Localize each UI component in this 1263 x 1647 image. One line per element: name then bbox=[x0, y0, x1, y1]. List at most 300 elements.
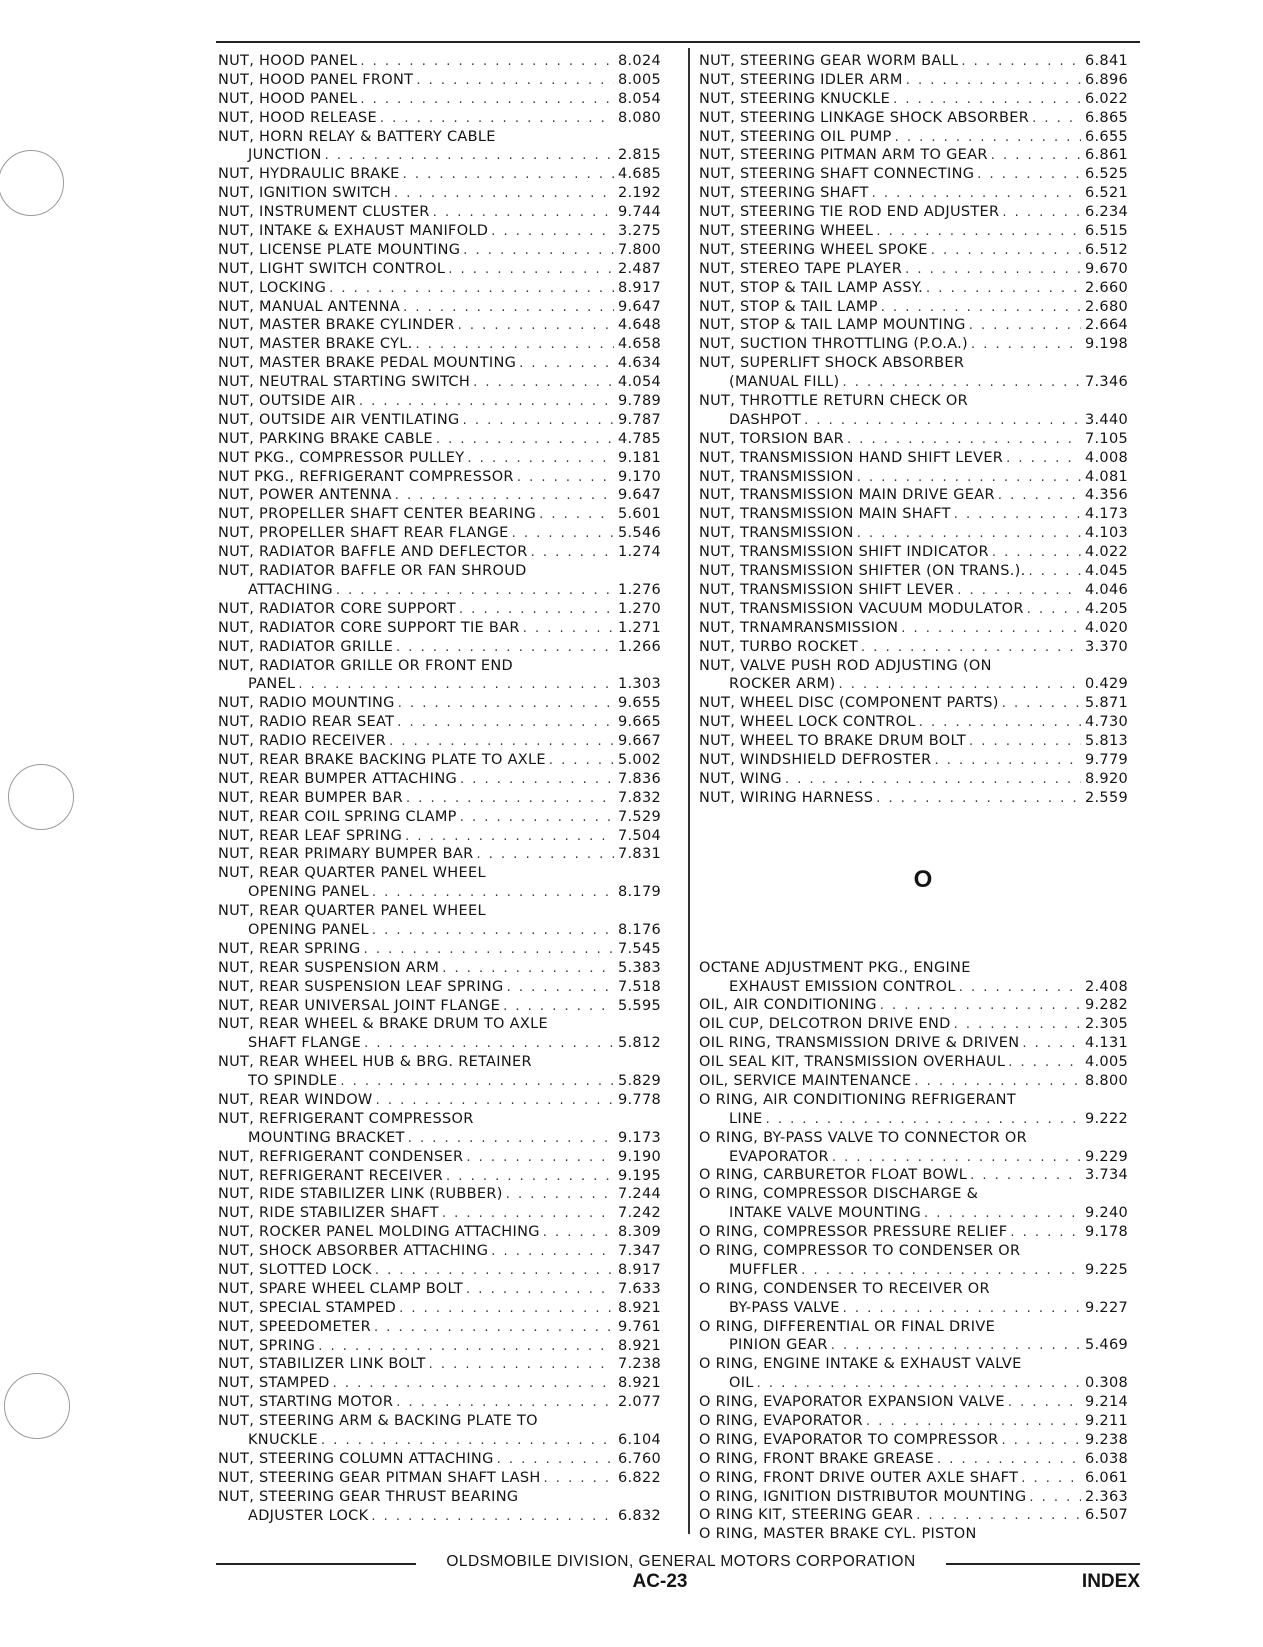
entry-code: 5.002 bbox=[618, 751, 662, 768]
entry-code: 6.234 bbox=[1085, 204, 1129, 221]
entry-code: 6.512 bbox=[1085, 241, 1129, 258]
entry-name: NUT, STEERING SHAFT CONNECTING bbox=[699, 166, 975, 183]
index-entry bbox=[699, 316, 1147, 335]
entry-code: 4.658 bbox=[618, 336, 662, 353]
entry-name: NUT, RIDE STABILIZER SHAFT bbox=[218, 1205, 439, 1222]
index-entry bbox=[218, 732, 680, 751]
entry-name: NUT, STEERING PITMAN ARM TO GEAR bbox=[699, 147, 988, 164]
leader-dots bbox=[460, 771, 614, 790]
leader-dots bbox=[325, 147, 614, 166]
leader-dots bbox=[838, 676, 1081, 695]
index-entry bbox=[218, 978, 680, 997]
entry-code: 6.655 bbox=[1085, 128, 1129, 145]
entry-name: NUT, STOP & TAIL LAMP bbox=[699, 298, 878, 315]
entry-name: OIL CUP, DELCOTRON DRIVE END bbox=[699, 1016, 951, 1033]
entry-code: 4.730 bbox=[1085, 714, 1129, 731]
entry-name: KNUCKLE bbox=[248, 1432, 318, 1449]
entry-name: NUT, STEERING KNUCKLE bbox=[699, 90, 891, 107]
leader-dots bbox=[531, 544, 614, 563]
entry-name: NUT, TRANSMISSION SHIFT INDICATOR bbox=[699, 544, 989, 561]
entry-code: 9.170 bbox=[618, 468, 662, 485]
entry-code: 2.363 bbox=[1085, 1488, 1129, 1505]
leader-dots bbox=[1010, 1224, 1081, 1243]
leader-dots bbox=[893, 91, 1081, 110]
leader-dots bbox=[394, 185, 614, 204]
leader-dots bbox=[991, 147, 1081, 166]
entry-name: NUT, STEERING COLUMN ATTACHING bbox=[218, 1450, 494, 1467]
entry-name: OIL RING, TRANSMISSION DRIVE & DRIVEN bbox=[699, 1035, 1020, 1052]
entry-code: 3.370 bbox=[1085, 638, 1129, 655]
entry-name: NUT, SUCTION THROTTLING (P.O.A.) bbox=[699, 336, 968, 353]
entry-code: 7.529 bbox=[618, 808, 662, 825]
index-entry bbox=[699, 1393, 1147, 1412]
entry-name: O RING, COMPRESSOR TO CONDENSER OR bbox=[699, 1242, 1021, 1259]
leader-dots bbox=[961, 53, 1081, 72]
binder-hole bbox=[8, 764, 74, 830]
page-number: AC-23 bbox=[632, 1571, 688, 1592]
entry-name: O RING, FRONT BRAKE GREASE bbox=[699, 1450, 935, 1467]
entry-code: 6.507 bbox=[1085, 1507, 1129, 1524]
leader-dots bbox=[1008, 1394, 1081, 1413]
index-entry bbox=[699, 770, 1147, 789]
footer-rule bbox=[946, 1563, 1140, 1565]
entry-code: 8.800 bbox=[1085, 1072, 1129, 1089]
index-entry bbox=[218, 789, 680, 808]
entry-code: 7.238 bbox=[618, 1356, 662, 1373]
leader-dots bbox=[1002, 204, 1081, 223]
entry-name: NUT PKG., COMPRESSOR PULLEY bbox=[218, 449, 465, 466]
index-entry bbox=[699, 354, 1147, 392]
leader-dots bbox=[333, 1375, 614, 1394]
index-entry bbox=[699, 1318, 1147, 1356]
leader-dots bbox=[442, 960, 614, 979]
leader-dots bbox=[318, 1338, 614, 1357]
entry-code: 6.022 bbox=[1085, 90, 1129, 107]
entry-name: NUT, STEERING TIE ROD END ADJUSTER bbox=[699, 204, 1000, 221]
entry-code: 9.178 bbox=[1085, 1224, 1129, 1241]
entry-code: 9.190 bbox=[618, 1148, 662, 1165]
entry-name: INTAKE VALVE MOUNTING bbox=[729, 1205, 922, 1222]
entry-code: 9.222 bbox=[1085, 1110, 1129, 1127]
entry-code: 9.214 bbox=[1085, 1394, 1129, 1411]
leader-dots bbox=[937, 1451, 1081, 1470]
index-entry bbox=[218, 638, 680, 657]
entry-code: 4.131 bbox=[1085, 1035, 1129, 1052]
entry-code: 7.800 bbox=[618, 241, 662, 258]
index-entry bbox=[218, 373, 680, 392]
leader-dots bbox=[959, 979, 1081, 998]
entry-name: DASHPOT bbox=[729, 411, 802, 428]
entry-name: NUT, STEERING IDLER ARM bbox=[699, 71, 903, 88]
section-letter: O bbox=[913, 865, 933, 893]
index-entry bbox=[218, 1185, 680, 1204]
entry-name: EXHAUST EMISSION CONTROL bbox=[729, 978, 956, 995]
entry-name: NUT, STEERING OIL PUMP bbox=[699, 128, 892, 145]
index-entry bbox=[218, 71, 680, 90]
leader-dots bbox=[881, 299, 1081, 318]
entry-code: 4.785 bbox=[618, 430, 662, 447]
entry-code: 4.020 bbox=[1085, 619, 1129, 636]
entry-name: NUT, REAR WHEEL HUB & BRG. RETAINER bbox=[218, 1054, 532, 1071]
leader-dots bbox=[396, 639, 614, 658]
leader-dots bbox=[405, 828, 614, 847]
entry-name: NUT, INSTRUMENT CLUSTER bbox=[218, 204, 430, 221]
entry-name: NUT, RADIATOR BAFFLE OR FAN SHROUD bbox=[218, 563, 527, 580]
leader-dots bbox=[503, 998, 614, 1017]
entry-name: O RING KIT, STEERING GEAR bbox=[699, 1507, 914, 1524]
entry-name: NUT, WHEEL TO BRAKE DRUM BOLT bbox=[699, 733, 967, 750]
entry-name: ATTACHING bbox=[248, 581, 333, 598]
index-entry bbox=[699, 694, 1147, 713]
entry-name: NUT, OUTSIDE AIR VENTILATING bbox=[218, 411, 460, 428]
leader-dots bbox=[971, 336, 1081, 355]
entry-name: LINE bbox=[729, 1110, 763, 1127]
entry-name: TO SPINDLE bbox=[248, 1073, 338, 1090]
entry-code: 6.841 bbox=[1085, 53, 1129, 69]
index-entry bbox=[218, 1261, 680, 1280]
entry-code: 8.179 bbox=[618, 884, 662, 901]
entry-code: 2.680 bbox=[1085, 298, 1129, 315]
entry-code: 9.173 bbox=[618, 1129, 662, 1146]
entry-name: NUT, HOOD PANEL bbox=[218, 90, 358, 107]
entry-code: 9.238 bbox=[1085, 1431, 1129, 1448]
leader-dots bbox=[831, 1337, 1081, 1356]
index-entry bbox=[218, 279, 680, 298]
entry-name: NUT, VALVE PUSH ROD ADJUSTING (ON bbox=[699, 657, 992, 674]
entry-code: 9.195 bbox=[618, 1167, 662, 1184]
leader-dots bbox=[375, 1262, 614, 1281]
index-entry bbox=[218, 751, 680, 770]
index-entry bbox=[699, 524, 1147, 543]
index-entry bbox=[699, 1242, 1147, 1280]
index-entry bbox=[699, 581, 1147, 600]
index-entry bbox=[218, 165, 680, 184]
index-entry bbox=[699, 1355, 1147, 1393]
entry-name: NUT, TRANSMISSION SHIFTER (ON TRANS.). bbox=[699, 563, 1026, 580]
entry-name: O RING, EVAPORATOR TO COMPRESSOR bbox=[699, 1431, 999, 1448]
entry-code: 2.305 bbox=[1085, 1016, 1129, 1033]
leader-dots bbox=[491, 1243, 614, 1262]
entry-code: 9.647 bbox=[618, 298, 662, 315]
leader-dots bbox=[380, 110, 614, 129]
leader-dots bbox=[364, 1035, 614, 1054]
leader-dots bbox=[446, 1168, 614, 1187]
entry-name: MOUNTING BRACKET bbox=[248, 1129, 405, 1146]
entry-code: 7.346 bbox=[1085, 374, 1129, 391]
index-entry bbox=[218, 449, 680, 468]
leader-dots bbox=[931, 242, 1081, 261]
entry-name: NUT, TRANSMISSION bbox=[699, 468, 854, 485]
index-entry bbox=[218, 1053, 680, 1091]
entry-code: 8.080 bbox=[618, 109, 662, 126]
entry-name: O RING, DIFFERENTIAL OR FINAL DRIVE bbox=[699, 1318, 996, 1335]
leader-dots bbox=[1029, 1489, 1081, 1508]
index-entry bbox=[218, 52, 680, 71]
leader-dots bbox=[436, 431, 614, 450]
leader-dots bbox=[1008, 1054, 1081, 1073]
leader-dots bbox=[403, 166, 614, 185]
left-column bbox=[218, 52, 680, 1525]
entry-code: 6.822 bbox=[618, 1469, 662, 1486]
entry-name: NUT, STAMPED bbox=[218, 1375, 330, 1392]
index-entry bbox=[699, 638, 1147, 657]
entry-name: NUT, RIDE STABILIZER LINK (RUBBER) bbox=[218, 1186, 503, 1203]
entry-code: 8.176 bbox=[618, 921, 662, 938]
entry-code: 5.595 bbox=[618, 997, 662, 1014]
entry-code: 9.647 bbox=[618, 487, 662, 504]
leader-dots bbox=[364, 941, 614, 960]
entry-name: NUT, IGNITION SWITCH bbox=[218, 185, 392, 202]
leader-dots bbox=[832, 1149, 1081, 1168]
leader-dots bbox=[914, 1073, 1081, 1092]
index-entry bbox=[218, 1280, 680, 1299]
index-entry bbox=[218, 1167, 680, 1186]
entry-name: NUT, SPEEDOMETER bbox=[218, 1318, 371, 1335]
entry-code: 9.761 bbox=[618, 1318, 662, 1335]
entry-code: 6.525 bbox=[1085, 166, 1129, 183]
index-entry bbox=[218, 1091, 680, 1110]
index-entry bbox=[218, 109, 680, 128]
entry-code: 9.181 bbox=[618, 449, 662, 466]
entry-name: NUT, REAR BRAKE BACKING PLATE TO AXLE bbox=[218, 751, 546, 768]
index-entry bbox=[699, 1015, 1147, 1034]
leader-dots bbox=[876, 790, 1081, 809]
index-entry bbox=[218, 600, 680, 619]
entry-name: NUT, RADIO RECEIVER bbox=[218, 733, 387, 750]
nut-entries bbox=[699, 52, 1147, 808]
index-entry bbox=[218, 241, 680, 260]
index-entry bbox=[699, 165, 1147, 184]
entry-name: NUT, HYDRAULIC BRAKE bbox=[218, 166, 400, 183]
entry-code: 0.308 bbox=[1085, 1375, 1129, 1392]
column-divider bbox=[688, 48, 690, 1534]
entry-code: 2.077 bbox=[618, 1394, 662, 1411]
leader-dots bbox=[416, 72, 614, 91]
leader-dots bbox=[977, 166, 1081, 185]
index-entry bbox=[218, 657, 680, 695]
entry-name: NUT, MASTER BRAKE CYL. bbox=[218, 336, 413, 353]
index-entry bbox=[218, 1242, 680, 1261]
leader-dots bbox=[544, 1470, 614, 1489]
leader-dots bbox=[924, 1205, 1081, 1224]
leader-dots bbox=[1021, 1470, 1081, 1489]
entry-name: NUT, INTAKE & EXHAUST MANIFOLD bbox=[218, 223, 489, 240]
entry-name: O RING, MASTER BRAKE CYL. PISTON bbox=[699, 1526, 977, 1543]
leader-dots bbox=[517, 469, 614, 488]
index-entry bbox=[699, 335, 1147, 354]
entry-name: NUT, LIGHT SWITCH CONTROL bbox=[218, 260, 446, 277]
leader-dots bbox=[969, 733, 1081, 752]
index-entry bbox=[218, 1488, 680, 1526]
entry-code: 4.054 bbox=[618, 374, 662, 391]
index-entry bbox=[699, 713, 1147, 732]
entry-name: NUT, WINDSHIELD DEFROSTER bbox=[699, 751, 932, 768]
index-entry bbox=[699, 1431, 1147, 1450]
entry-code: 5.871 bbox=[1085, 695, 1129, 712]
entry-code: 5.601 bbox=[618, 506, 662, 523]
entry-name: OIL SEAL KIT, TRANSMISSION OVERHAUL bbox=[699, 1054, 1006, 1071]
entry-code: 9.240 bbox=[1085, 1205, 1129, 1222]
entry-name: O RING, FRONT DRIVE OUTER AXLE SHAFT bbox=[699, 1469, 1019, 1486]
index-entry bbox=[218, 392, 680, 411]
entry-code: 4.005 bbox=[1085, 1054, 1129, 1071]
index-entry bbox=[699, 1412, 1147, 1431]
entry-code: 6.760 bbox=[618, 1450, 662, 1467]
leader-dots bbox=[916, 1507, 1081, 1526]
index-entry bbox=[699, 203, 1147, 222]
index-entry bbox=[699, 146, 1147, 165]
leader-dots bbox=[477, 846, 614, 865]
entry-name: OCTANE ADJUSTMENT PKG., ENGINE bbox=[699, 959, 971, 976]
entry-name: NUT, REAR SPRING bbox=[218, 940, 361, 957]
index-entry bbox=[218, 959, 680, 978]
index-entry bbox=[218, 1318, 680, 1337]
entry-name: O RING, BY-PASS VALVE TO CONNECTOR OR bbox=[699, 1129, 1027, 1146]
leader-dots bbox=[992, 544, 1081, 563]
entry-name: NUT, STEERING GEAR WORM BALL bbox=[699, 53, 959, 69]
entry-code: 6.061 bbox=[1085, 1469, 1129, 1486]
index-entry bbox=[699, 1129, 1147, 1167]
right-column bbox=[699, 52, 1147, 1544]
entry-code: 7.836 bbox=[618, 770, 662, 787]
entry-name: NUT, HOOD PANEL FRONT bbox=[218, 71, 414, 88]
index-entry bbox=[218, 902, 680, 940]
entry-code: 9.778 bbox=[618, 1091, 662, 1108]
index-entry bbox=[218, 940, 680, 959]
leader-dots bbox=[467, 450, 614, 469]
index-entry bbox=[218, 128, 680, 166]
entry-name: NUT, POWER ANTENNA bbox=[218, 487, 392, 504]
entry-code: 0.429 bbox=[1085, 676, 1129, 693]
section-break bbox=[699, 808, 1147, 959]
leader-dots bbox=[298, 676, 614, 695]
entry-code: 7.242 bbox=[618, 1205, 662, 1222]
index-entry bbox=[699, 184, 1147, 203]
entry-code: 3.440 bbox=[1085, 411, 1129, 428]
leader-dots bbox=[376, 1092, 614, 1111]
leader-dots bbox=[847, 431, 1081, 450]
entry-code: 5.546 bbox=[618, 525, 662, 542]
entry-code: 2.815 bbox=[618, 147, 662, 164]
entry-name: NUT, TRNAMRANSMISSION bbox=[699, 619, 899, 636]
entry-name: NUT, RADIATOR GRILLE bbox=[218, 638, 394, 655]
entry-code: 4.634 bbox=[618, 355, 662, 372]
entry-code: 6.038 bbox=[1085, 1450, 1129, 1467]
entry-code: 4.648 bbox=[618, 317, 662, 334]
entry-name: JUNCTION bbox=[248, 147, 322, 164]
index-entry bbox=[218, 184, 680, 203]
index-entry bbox=[699, 562, 1147, 581]
entry-name: NUT, STABILIZER LINK BOLT bbox=[218, 1356, 426, 1373]
leader-dots bbox=[442, 1205, 614, 1224]
entry-name: O RING, ENGINE INTAKE & EXHAUST VALVE bbox=[699, 1356, 1022, 1373]
leader-dots bbox=[1028, 563, 1081, 582]
entry-name: ROCKER ARM) bbox=[729, 676, 836, 693]
index-entry bbox=[699, 1034, 1147, 1053]
entry-code: 4.685 bbox=[618, 166, 662, 183]
entry-code: 4.356 bbox=[1085, 487, 1129, 504]
index-entry bbox=[218, 1393, 680, 1412]
index-entry bbox=[218, 1355, 680, 1374]
entry-name: SHAFT FLANGE bbox=[248, 1035, 362, 1052]
leader-dots bbox=[872, 185, 1081, 204]
index-entry bbox=[699, 619, 1147, 638]
entry-name: OPENING PANEL bbox=[248, 884, 369, 901]
leader-dots bbox=[321, 1432, 614, 1451]
entry-name: NUT PKG., REFRIGERANT COMPRESSOR bbox=[218, 468, 514, 485]
entry-name: NUT, REFRIGERANT CONDENSER bbox=[218, 1148, 464, 1165]
entry-name: NUT, PROPELLER SHAFT CENTER BEARING bbox=[218, 506, 537, 523]
index-entry bbox=[699, 90, 1147, 109]
index-entry bbox=[218, 543, 680, 562]
entry-code: 2.559 bbox=[1085, 789, 1129, 806]
entry-code: 5.813 bbox=[1085, 733, 1129, 750]
entry-name: NUT, SPECIAL STAMPED bbox=[218, 1299, 397, 1316]
leader-dots bbox=[880, 997, 1081, 1016]
entry-code: 1.274 bbox=[618, 544, 662, 561]
leader-dots bbox=[429, 1356, 614, 1375]
leader-dots bbox=[497, 1451, 614, 1470]
index-entry bbox=[218, 1299, 680, 1318]
entry-code: 7.831 bbox=[618, 846, 662, 863]
entry-name: NUT, STEERING GEAR THRUST BEARING bbox=[218, 1488, 519, 1505]
index-entry bbox=[699, 1091, 1147, 1129]
leader-dots bbox=[374, 1319, 614, 1338]
entry-code: 5.383 bbox=[618, 959, 662, 976]
index-entry bbox=[218, 411, 680, 430]
leader-dots bbox=[969, 317, 1081, 336]
leader-dots bbox=[954, 1016, 1081, 1035]
index-entry bbox=[699, 449, 1147, 468]
entry-code: 6.515 bbox=[1085, 223, 1129, 240]
entry-name: O RING, CARBURETOR FLOAT BOWL bbox=[699, 1167, 968, 1184]
entry-name: NUT, MASTER BRAKE CYLINDER bbox=[218, 317, 455, 334]
entry-name: O RING, COMPRESSOR PRESSURE RELIEF bbox=[699, 1224, 1008, 1241]
leader-dots bbox=[396, 1394, 614, 1413]
entry-code: 7.545 bbox=[618, 940, 662, 957]
entry-code: 9.787 bbox=[618, 411, 662, 428]
leader-dots bbox=[905, 261, 1081, 280]
entry-code: 5.812 bbox=[618, 1035, 662, 1052]
index-entry bbox=[699, 241, 1147, 260]
entry-code: 7.244 bbox=[618, 1186, 662, 1203]
index-entry bbox=[699, 959, 1147, 997]
leader-dots bbox=[919, 714, 1081, 733]
index-entry bbox=[218, 335, 680, 354]
o-entries bbox=[699, 959, 1147, 1545]
entry-code: 1.276 bbox=[618, 581, 662, 598]
index-entry bbox=[699, 468, 1147, 487]
entry-name: NUT, SLOTTED LOCK bbox=[218, 1262, 372, 1278]
leader-dots bbox=[397, 714, 614, 733]
leader-dots bbox=[1022, 1035, 1081, 1054]
index-entry bbox=[699, 543, 1147, 562]
leader-dots bbox=[466, 1281, 614, 1300]
index-entry bbox=[699, 1185, 1147, 1223]
index-entry bbox=[699, 1488, 1147, 1507]
leader-dots bbox=[360, 53, 614, 72]
index-entry bbox=[218, 203, 680, 222]
index-entry bbox=[218, 770, 680, 789]
leader-dots bbox=[549, 752, 614, 771]
entry-code: 9.225 bbox=[1085, 1261, 1129, 1278]
index-entry bbox=[699, 996, 1147, 1015]
entry-code: 6.104 bbox=[618, 1432, 662, 1449]
entry-code: 4.173 bbox=[1085, 506, 1129, 523]
entry-name: NUT, WHEEL LOCK CONTROL bbox=[699, 714, 916, 731]
index-entry bbox=[218, 524, 680, 543]
leader-dots bbox=[398, 695, 614, 714]
